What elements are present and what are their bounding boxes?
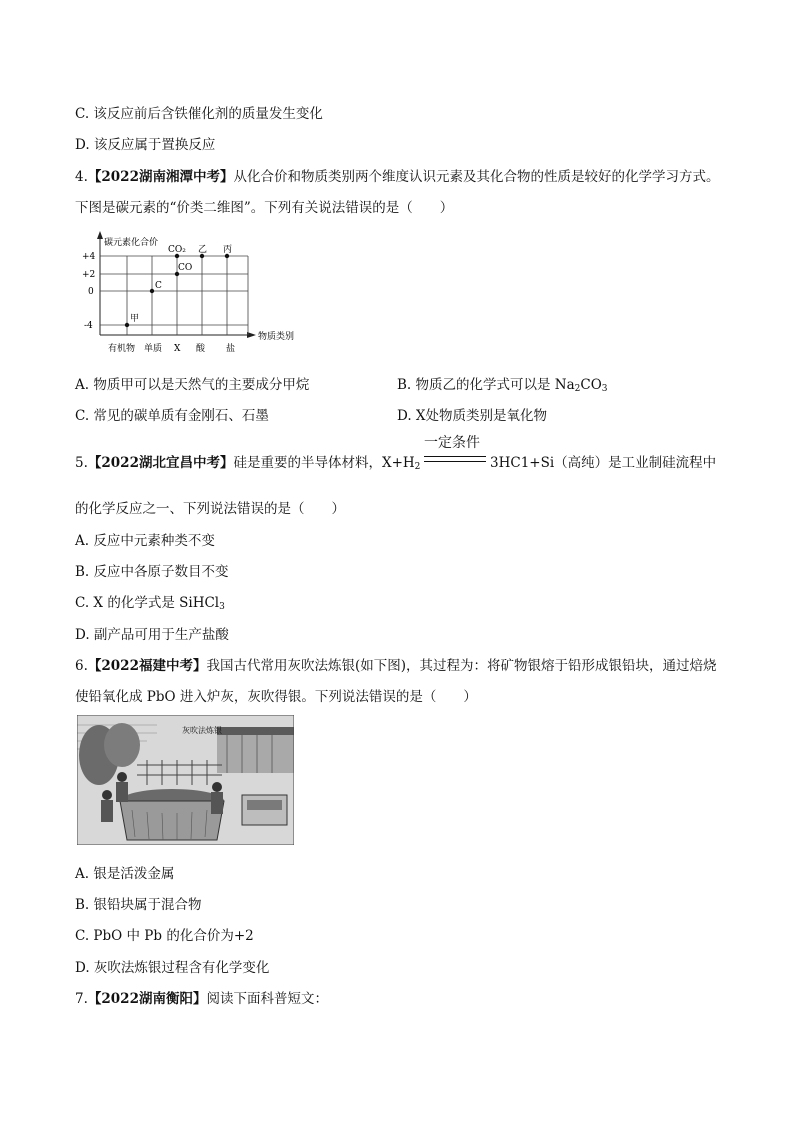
q4-option-b: B. 物质乙的化学式可以是 $Na_2CO_3$ — [397, 377, 608, 394]
q4-option-d: D. X处物质类别是氧化物 — [397, 408, 548, 424]
ytick: -4 — [84, 321, 93, 331]
point-label: CO — [178, 263, 193, 273]
q5-option-b: B. 反应中各原子数目不变 — [75, 564, 229, 580]
q6-stem-line2: 使铅氧化成 PbO 进入炉灰，灰吹得银。下列说法错误的是（ ） — [75, 689, 477, 705]
illustration-caption: 灰吹法炼银 — [182, 726, 222, 735]
ytick: 0 — [88, 287, 94, 297]
q3-option-d: D. 该反应属于置换反应 — [75, 137, 216, 153]
xcat: 有机物 — [108, 344, 136, 354]
q7-stem: 7.【2022湖南衡阳】阅读下面科普短文： — [75, 991, 328, 1007]
q6-option-d: D. 灰吹法炼银过程含有化学变化 — [75, 960, 270, 976]
q4-option-a: A. 物质甲可以是天然气的主要成分甲烷 — [75, 377, 310, 393]
q6-option-a: A. 银是活泼金属 — [75, 866, 175, 882]
q6-source-tag: 【2022福建中考】 — [87, 658, 207, 674]
q5-option-d: D. 副产品可用于生产盐酸 — [75, 627, 229, 643]
q3-option-c: C. 该反应前后含铁催化剂的质量发生变化 — [75, 106, 323, 122]
q6-stem-line1: 6.【2022福建中考】我国古代常用灰吹法炼银(如下图)，其过程为：将矿物银熔于铅形成银铅块，通过焙烧 — [75, 658, 717, 674]
xcat: 酸 — [196, 344, 206, 354]
q5-reaction-condition: 一定条件 — [424, 435, 480, 451]
point-label: 丙 — [223, 245, 233, 255]
point-label: 乙 — [198, 245, 208, 255]
q5-stem-line2: 的化学反应之一、下列说法错误的是（ ） — [75, 501, 345, 517]
q5-option-c: C. X 的化学式是 SiHCl$_3$ — [75, 595, 225, 612]
chart-xlabel: 物质类别 — [258, 332, 295, 342]
chart-ylabel: 碳元素化合价 — [104, 238, 159, 248]
q4-source-tag: 【2022湖南湘潭中考】 — [87, 169, 234, 185]
q5-stem-line1-rest: 3HC1+Si（高纯）是工业制硅流程中 — [490, 455, 717, 471]
ytick: +4 — [82, 252, 96, 262]
q6-option-b: B. 银铅块属于混合物 — [75, 897, 202, 913]
xcat: X — [174, 344, 181, 354]
silver-refining-illustration — [77, 715, 294, 845]
xcat: 单质 — [144, 344, 163, 354]
q4-stem-line2: 下图是碳元素的“价类二维图”。下列有关说法错误的是（ ） — [75, 200, 454, 216]
q4-number: 4. — [75, 169, 88, 185]
q7-source-tag: 【2022湖南衡阳】 — [87, 991, 207, 1007]
q5-source-tag: 【2022湖北宜昌中考】 — [87, 455, 234, 471]
q4-option-c: C. 常见的碳单质有金刚石、石墨 — [75, 408, 269, 424]
q5-equals-sign — [424, 456, 486, 462]
point-label: C — [155, 281, 162, 291]
point-label: CO₂ — [168, 245, 186, 255]
point-c — [150, 289, 154, 293]
q5-option-a: A. 反应中元素种类不变 — [75, 533, 215, 549]
xcat: 盐 — [226, 344, 236, 354]
q4-stem-line1 — [75, 165, 719, 185]
q6-option-c: C. PbO 中 Pb 的化合价为+2 — [75, 928, 254, 944]
carbon-valence-chart — [70, 225, 310, 360]
point-jia — [125, 323, 129, 327]
q5-stem-line1: 5.【2022湖北宜昌中考】硅是重要的半导体材料，$X+H_2$ — [75, 455, 421, 472]
q4-stem-text1: 从化合价和物质类别两个维度认识元素及其化合物的性质是较好的化学学习方式。 — [233, 169, 720, 185]
point-label: 甲 — [130, 314, 140, 324]
ytick: +2 — [82, 270, 96, 280]
